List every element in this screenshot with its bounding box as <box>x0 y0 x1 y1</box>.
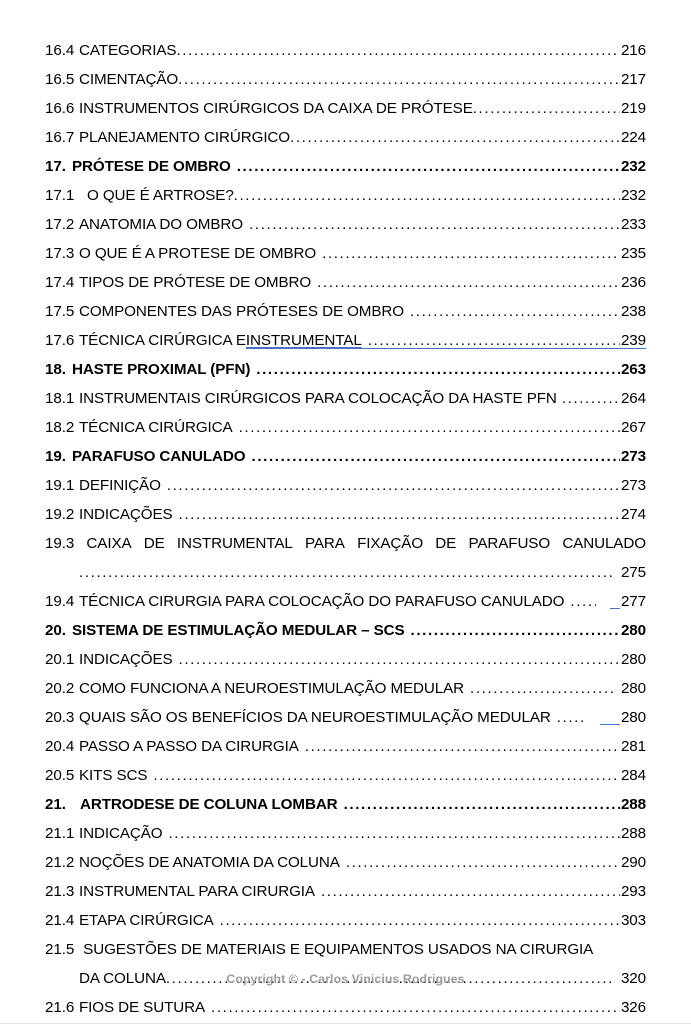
toc-entry-label: KITS SCS <box>79 767 148 784</box>
toc-entry[interactable] <box>45 587 646 616</box>
toc-entry[interactable] <box>45 529 646 587</box>
toc-entry-number: 19. <box>45 448 66 465</box>
table-of-contents <box>45 36 646 1022</box>
toc-page-number: 264 <box>620 384 646 413</box>
toc-page-number: 281 <box>620 732 646 761</box>
toc-page-number: 288 <box>620 819 646 848</box>
toc-entry[interactable] <box>45 993 646 1022</box>
toc-entry-label-word: PARA <box>304 535 345 552</box>
dot-leader <box>557 703 583 732</box>
toc-entry[interactable] <box>45 152 646 181</box>
toc-entry-label: SUGESTÕES DE MATERIAIS E EQUIPAMENTOS USADOS NA CIRURGIA <box>83 941 594 958</box>
toc-entry-number: 21.4 <box>45 912 75 929</box>
dot-leader <box>562 384 620 413</box>
page-footer: Copyright © - Carlos Vinicius Rodrigues <box>226 972 465 986</box>
toc-entry-label: FIOS DE SUTURA <box>79 999 206 1016</box>
toc-entry[interactable] <box>45 210 646 239</box>
toc-entry-label-word: CANULADO <box>562 535 646 552</box>
toc-page-number: 232 <box>620 181 646 210</box>
toc-entry[interactable] <box>45 181 646 210</box>
dot-leader <box>237 152 620 181</box>
toc-page-number: 320 <box>620 964 646 993</box>
dot-leader <box>220 906 620 935</box>
toc-entry-number: 20.1 <box>45 651 75 668</box>
toc-page-number: 293 <box>620 877 646 906</box>
toc-page-number: 239 <box>620 326 646 355</box>
dot-leader <box>317 268 620 297</box>
hyperlink-underline <box>246 348 646 349</box>
toc-entry[interactable] <box>45 761 646 790</box>
toc-entry-label: INDICAÇÃO <box>79 825 163 842</box>
dot-leader <box>249 210 620 239</box>
toc-entry-number: 21. <box>45 796 66 813</box>
dot-leader <box>470 674 615 703</box>
toc-page-number: 288 <box>620 790 646 819</box>
toc-entry-number: 18.2 <box>45 419 75 436</box>
dot-leader <box>344 790 628 819</box>
toc-entry[interactable] <box>45 616 646 645</box>
toc-entry[interactable] <box>45 442 646 471</box>
toc-entry[interactable] <box>45 819 646 848</box>
dot-leader <box>179 500 620 529</box>
toc-page-number: 219 <box>620 94 646 123</box>
dot-leader <box>211 993 620 1022</box>
toc-entry[interactable] <box>45 326 646 355</box>
toc-entry-number: 17.5 <box>45 303 75 320</box>
toc-entry-label-word: CAIXA <box>86 535 132 552</box>
toc-entry[interactable] <box>45 790 646 819</box>
toc-page-number: 290 <box>620 848 646 877</box>
toc-entry-number: 16.5 <box>45 71 75 88</box>
toc-entry[interactable] <box>45 877 646 906</box>
toc-entry[interactable] <box>45 703 646 732</box>
toc-entry-number: 21.5 <box>45 941 75 958</box>
dot-leader <box>79 558 612 587</box>
dot-leader <box>168 819 620 848</box>
toc-entry-label: DEFINIÇÃO <box>79 477 161 494</box>
toc-page-number: 224 <box>620 123 646 152</box>
toc-page-number: 277 <box>620 587 646 616</box>
toc-page-number: 273 <box>620 442 646 471</box>
toc-page-number: 326 <box>620 993 646 1022</box>
toc-entry[interactable] <box>45 268 646 297</box>
toc-entry[interactable] <box>45 297 646 326</box>
toc-entry-label: CIMENTAÇÃO <box>79 71 179 88</box>
dot-leader <box>305 732 620 761</box>
toc-entry-number: 18.1 <box>45 390 75 407</box>
toc-entry-number: 17.4 <box>45 274 75 291</box>
toc-entry-number: 19.2 <box>45 506 75 523</box>
toc-entry-label: TIPOS DE PRÓTESE DE OMBRO <box>79 274 312 291</box>
toc-entry[interactable] <box>45 848 646 877</box>
toc-entry-number: 19.1 <box>45 477 75 494</box>
dot-leader <box>346 848 620 877</box>
toc-entry-label: O QUE É ARTROSE? <box>87 187 234 204</box>
dot-leader <box>321 877 620 906</box>
toc-page-number: 280 <box>620 674 646 703</box>
hyperlink-underline <box>610 608 620 609</box>
toc-page-number: 236 <box>620 268 646 297</box>
toc-entry-label: O QUE É A PROTESE DE OMBRO <box>79 245 317 262</box>
toc-entry-label: PARAFUSO CANULADO <box>72 448 246 465</box>
toc-page-number: 267 <box>620 413 646 442</box>
toc-page-number: 217 <box>620 65 646 94</box>
toc-page-number: 303 <box>620 906 646 935</box>
toc-entry[interactable] <box>45 65 646 94</box>
toc-entry-number: 21.6 <box>45 999 75 1016</box>
dot-leader <box>153 761 620 790</box>
toc-page-number: 284 <box>620 761 646 790</box>
toc-page-number: 216 <box>620 36 646 65</box>
toc-entry-label: HASTE PROXIMAL (PFN) <box>72 361 251 378</box>
toc-entry-label: NOÇÕES DE ANATOMIA DA COLUNA <box>79 854 340 871</box>
toc-entry-label: ARTRODESE DE COLUNA LOMBAR <box>80 796 338 813</box>
toc-page-number: 274 <box>620 500 646 529</box>
dot-leader <box>256 355 620 384</box>
toc-entry-label-continuation: DA COLUNA <box>79 970 166 987</box>
toc-page-number: 238 <box>620 297 646 326</box>
toc-entry[interactable] <box>45 123 646 152</box>
toc-entry-number: 19.4 <box>45 593 75 610</box>
toc-entry-label: TÉCNICA CIRURGIA PARA COLOCAÇÃO DO PARAFUSO CANULADO <box>79 593 565 610</box>
toc-page-number: 280 <box>620 703 646 732</box>
toc-entry-number: 17. <box>45 158 66 175</box>
toc-entry-number: 21.3 <box>45 883 75 900</box>
toc-entry-number: 21.2 <box>45 854 75 871</box>
toc-entry[interactable] <box>45 500 646 529</box>
toc-entry-number: 16.6 <box>45 100 75 117</box>
toc-entry-label: CATEGORIAS <box>79 42 177 59</box>
toc-entry-link-label[interactable]: INSTRUMENTAL <box>245 332 362 349</box>
toc-entry[interactable] <box>45 36 646 65</box>
dot-leader <box>290 123 620 152</box>
toc-entry-number: 20.2 <box>45 680 75 697</box>
dot-leader <box>411 616 620 645</box>
toc-entry[interactable] <box>45 906 646 935</box>
toc-entry-number: 20.4 <box>45 738 75 755</box>
toc-entry-number: 17.1 <box>45 187 75 204</box>
toc-entry[interactable] <box>45 355 646 384</box>
dot-leader <box>410 297 620 326</box>
hyperlink-underline <box>600 724 620 725</box>
toc-entry-label: COMO FUNCIONA A NEUROESTIMULAÇÃO MEDULAR <box>79 680 465 697</box>
toc-entry-label-word: FIXAÇÃO <box>357 535 424 552</box>
toc-entry-label: TÉCNICA CIRÚRGICA E <box>79 332 246 349</box>
toc-entry-label: PASSO A PASSO DA CIRURGIA <box>79 738 299 755</box>
toc-entry-number: 20. <box>45 622 66 639</box>
toc-entry-number: 17.6 <box>45 332 75 349</box>
toc-entry-label: ANATOMIA DO OMBRO <box>79 216 243 233</box>
toc-entry-label: INSTRUMENTAIS CIRÚRGICOS PARA COLOCAÇÃO DA HASTE PFN <box>79 390 557 407</box>
toc-entry-label: PRÓTESE DE OMBRO <box>72 158 231 175</box>
toc-entry[interactable] <box>45 239 646 268</box>
dot-leader <box>473 94 620 123</box>
toc-entry-label: SISTEMA DE ESTIMULAÇÃO MEDULAR – SCS <box>72 622 405 639</box>
dot-leader <box>176 36 620 65</box>
toc-entry-label: INSTRUMENTOS CIRÚRGICOS DA CAIXA DE PRÓTESE <box>79 100 473 117</box>
toc-page-number: 280 <box>620 616 646 645</box>
dot-leader <box>239 413 620 442</box>
toc-entry-number: 20.3 <box>45 709 75 726</box>
toc-entry-label: INSTRUMENTAL PARA CIRURGIA <box>79 883 315 900</box>
toc-entry-label: INDICAÇÕES <box>79 651 173 668</box>
toc-entry-label: PLANEJAMENTO CIRÚRGICO <box>79 129 291 146</box>
dot-leader <box>368 326 620 355</box>
dot-leader <box>570 587 596 616</box>
dot-leader <box>322 239 620 268</box>
toc-entry-number: 17.2 <box>45 216 75 233</box>
dot-leader <box>178 65 620 94</box>
toc-entry-label-word: PARAFUSO <box>468 535 551 552</box>
toc-entry[interactable] <box>45 732 646 761</box>
toc-entry[interactable] <box>45 471 646 500</box>
toc-entry-label-word: DE <box>143 535 165 552</box>
toc-page-number: 233 <box>620 210 646 239</box>
toc-entry-number: 19.3 <box>45 535 75 552</box>
toc-entry-number: 21.1 <box>45 825 75 842</box>
toc-entry-label: ETAPA CIRÚRGICA <box>79 912 214 929</box>
toc-entry-label-word: DE <box>435 535 457 552</box>
toc-page-number: 275 <box>620 558 646 587</box>
dot-leader <box>167 471 620 500</box>
toc-page-number: 280 <box>620 645 646 674</box>
toc-entry[interactable] <box>45 413 646 442</box>
toc-entry-number: 20.5 <box>45 767 75 784</box>
toc-entry[interactable] <box>45 384 646 413</box>
toc-entry-label-word: INSTRUMENTAL <box>176 535 293 552</box>
toc-entry-number: 16.4 <box>45 42 75 59</box>
toc-entry-label: QUAIS SÃO OS BENEFÍCIOS DA NEUROESTIMULAÇÃO MEDULAR <box>79 709 551 726</box>
toc-entry-number: 17.3 <box>45 245 75 262</box>
toc-entry-number: 16.7 <box>45 129 75 146</box>
dot-leader <box>234 181 628 210</box>
dot-leader <box>179 645 620 674</box>
toc-entry[interactable] <box>45 94 646 123</box>
toc-entry-label: INDICAÇÕES <box>79 506 173 523</box>
toc-entry-label: COMPONENTES DAS PRÓTESES DE OMBRO <box>79 303 404 320</box>
dot-leader <box>252 442 620 471</box>
toc-page-number: 235 <box>620 239 646 268</box>
toc-page-number: 273 <box>620 471 646 500</box>
toc-entry-number: 18. <box>45 361 66 378</box>
toc-page-number: 232 <box>620 152 646 181</box>
toc-entry-label: TÉCNICA CIRÚRGICA <box>79 419 233 436</box>
toc-entry[interactable] <box>45 645 646 674</box>
toc-entry[interactable] <box>45 674 646 703</box>
toc-page-number: 263 <box>620 355 646 384</box>
